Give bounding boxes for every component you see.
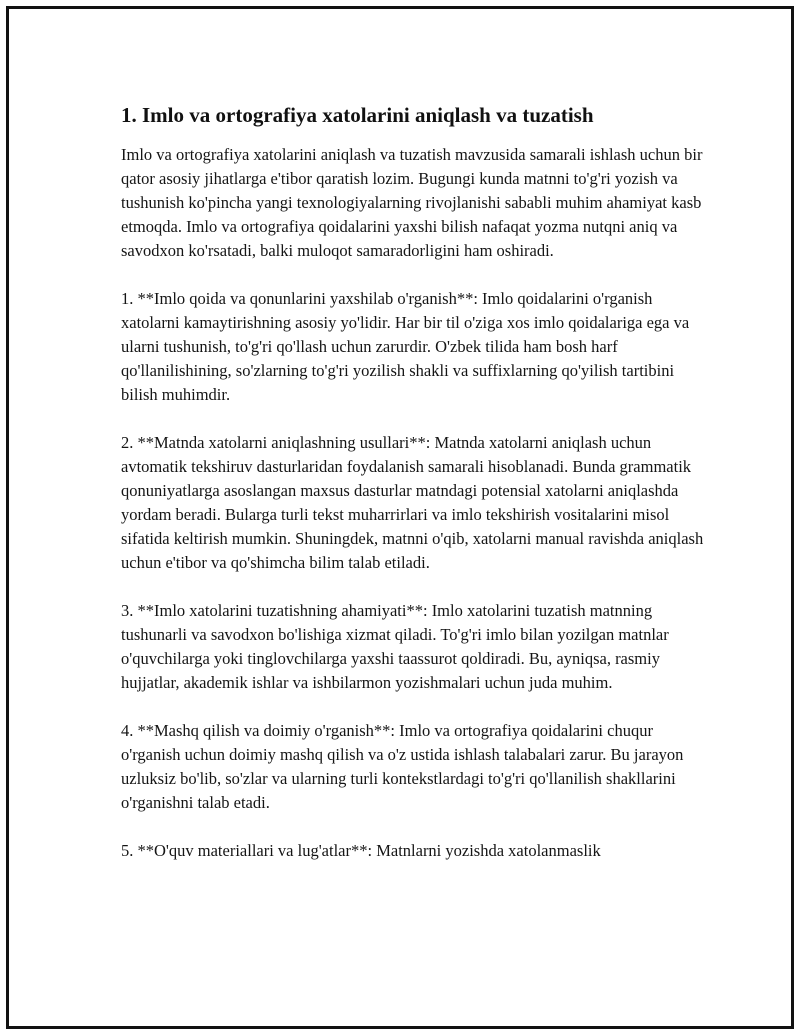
paragraph-item-5: 5. **O'quv materiallari va lug'atlar**: Matnlarni yozishda xatolanmaslik xyxy=(121,841,601,860)
document-content xyxy=(121,101,711,863)
paragraph-item-4: 4. **Mashq qilish va doimiy o'rganish**: Imlo va ortografiya qoidalarini chuqur o'rganish uchun doimiy mashq qilish va o'z ustida ishlash talabalari zarur. Bu jarayon uzluksiz bo'lib, so'zlar va ularning turli kontekstlardagi to'g'ri qo'llanilish shakllarini o'rganishni talab etadi. xyxy=(121,721,684,812)
page-frame xyxy=(6,6,794,1029)
intro-paragraph: Imlo va ortografiya xatolarini aniqlash va tuzatish mavzusida samarali ishlash uchun bir qator asosiy jihatlarga e'tibor qaratish lozim. Bugungi kunda matnni to'g'ri yozish va tushunish ko'pincha yangi texnologiyalarning rivojlanishi sababli muhim ahamiyat kasb etmoqda. Imlo va ortografiya qoidalarini yaxshi bilish nafaqat yozma nutqni aniq va savodxon ko'rsatadi, balki muloqot samaradorligini ham oshiradi. xyxy=(121,145,703,260)
paragraph-item-1: 1. **Imlo qoida va qonunlarini yaxshilab o'rganish**: Imlo qoidalarini o'rganish xatolarni kamaytirishning asosiy yo'lidir. Har bir til o'ziga xos imlo qoidalariga ega va ularni tushunish, to'g'ri qo'llash uchun zarurdir. O'zbek tilida ham bosh harf qo'llanilishining, so'zlarning to'g'ri yozilish shakli va suffixlarning qo'yilish tartibini bilish muhimdir. xyxy=(121,289,690,404)
paragraph-item-2: 2. **Matnda xatolarni aniqlashning usullari**: Matnda xatolarni aniqlash uchun avtomatik tekshiruv dasturlaridan foydalanish samarali hisoblanadi. Bunda grammatik qonuniyatlarga asoslangan maxsus dasturlar matndagi potensial xatolarni aniqlashda yordam beradi. Bularga turli tekst muharrirlari va imlo tekshirish vositalarini misol sifatida keltirish mumkin. Shuningdek, matnni o'qib, xatolarni manual ravishda aniqlash uchun e'tibor va qo'shimcha bilim talab etiladi. xyxy=(121,433,704,572)
paragraph-item-3: 3. **Imlo xatolarini tuzatishning ahamiyati**: Imlo xatolarini tuzatish matnning tushunarli va savodxon bo'lishiga xizmat qiladi. To'g'ri imlo bilan yozilgan matnlar o'quvchilarga yoki tinglovchilarga yaxshi taassurot qoldiradi. Bu, ayniqsa, rasmiy hujjatlar, akademik ishlar va ishbilarmon yozishmalari uchun juda muhim. xyxy=(121,601,669,692)
section-heading: 1. Imlo va ortografiya xatolarini aniqlash va tuzatish xyxy=(121,103,594,127)
